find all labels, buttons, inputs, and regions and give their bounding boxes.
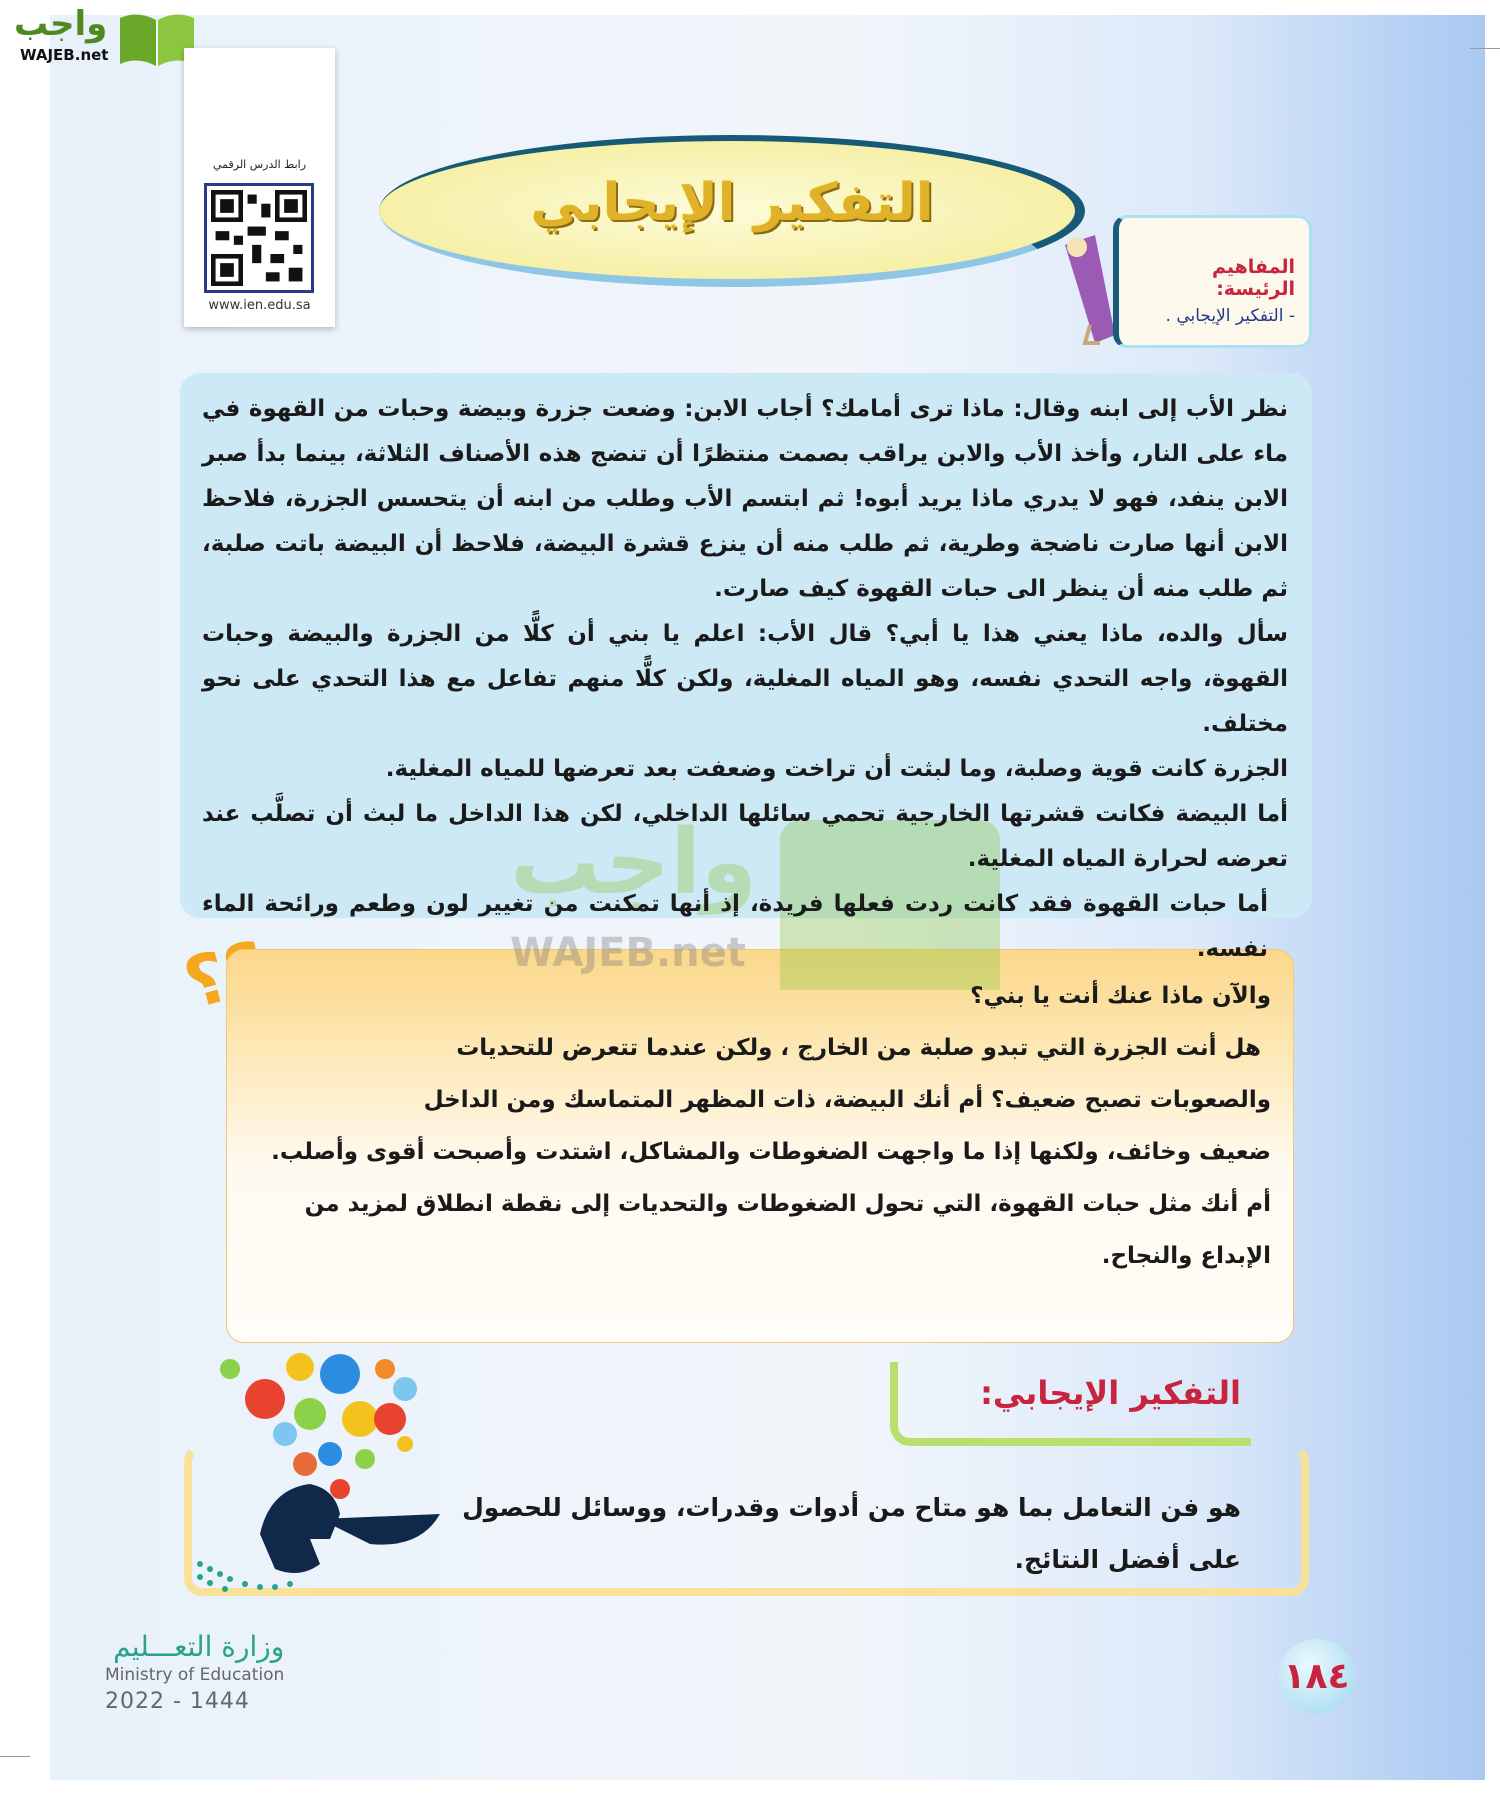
crop-mark xyxy=(0,1756,30,1757)
wajeb-watermark: واجب WAJEB.net xyxy=(500,810,1000,990)
qr-code-icon[interactable] xyxy=(204,183,314,293)
definition-heading: التفكير الإيجابي: xyxy=(890,1362,1251,1446)
reflection-line: هل أنت الجزرة التي تبدو صلبة من الخارج ، ولكن عندما تتعرض للتحديات xyxy=(456,1035,1261,1061)
reflection-line: ضعيف وخائف، ولكنها إذا ما واجهت الضغوطات والمشاكل، اشتدت وأصبحت أقوى وأصلب. xyxy=(271,1139,1271,1165)
wajeb-logo[interactable]: واجب WAJEB.net xyxy=(10,4,190,70)
reflection-box xyxy=(226,949,1294,1343)
story-passage xyxy=(180,373,1312,962)
ministry-of-education-logo: وزارة التعـــليم Ministry of Education 2022 - 1444 xyxy=(105,1630,285,1714)
lesson-title-banner xyxy=(379,135,1085,287)
page-title: التفكير الإيجابي xyxy=(530,173,934,233)
reflection-line: والصعوبات تصبح ضعيف؟ أم أنك البيضة، ذات المظهر المتماسك ومن الداخل xyxy=(423,1087,1271,1113)
definition-box: هو فن التعامل بما هو متاح من أدوات وقدرات، ووسائل للحصول على أفضل النتائج. xyxy=(184,1444,1309,1596)
crop-mark xyxy=(1470,48,1500,49)
page-number: ١٨٤ xyxy=(1278,1639,1355,1714)
paragraph: الجزرة كانت قوية وصلبة، وما لبثت أن تراخت وضعفت بعد تعرضها للمياه المغلية. xyxy=(385,756,1288,782)
paragraph: أما البيضة فكانت قشرتها الخارجية تحمي سائلها الداخلي، لكن هذا الداخل ما لبث أن تصلَّب عند تعرضه لحرارة المياه المغلية. xyxy=(202,801,1288,872)
head-with-smileys-illustration xyxy=(190,1349,470,1609)
reflection-question: والآن ماذا عنك أنت يا بني؟ xyxy=(970,983,1271,1009)
reflection-line: أم أنك مثل حبات القهوة، التي تحول الضغوطات والتحديات إلى نقطة انطلاق لمزيد من xyxy=(304,1191,1271,1217)
paragraph: نظر الأب إلى ابنه وقال: ماذا ترى أمامك؟ أجاب الابن: وضعت جزرة وبيضة وحبات من القهوة في ماء على النار، وأخذ الأب والابن يراقب بصمت منتظرًا أن تنضج هذه الأصناف الثلاثة، بينما بدأ صبر الابن ينفد، فهو لا يدري ماذا يريد أبوه! ثم ابتسم الأب وطلب من ابنه أن يتحسس الجزرة، فلاحظ الابن أنها صارت ناضجة وطرية، ثم طلب منه أن ينزع قشرة البيضة، فلاحظ أن البيضة باتت صلبة، ثم طلب منه أن ينظر الى حبات القهوة كيف صارت. xyxy=(202,396,1288,602)
key-concepts-box: المفاهيم الرئيسة: - التفكير الإيجابي . xyxy=(1113,215,1312,348)
paragraph: أما حبات القهوة فقد كانت ردت فعلها فريدة، إذ أنها تمكنت من تغيير لون وطعم ورائحة الماء نفسه. xyxy=(202,891,1268,962)
digital-lesson-qr-card[interactable]: رابط الدرس الرقمي www.ien.edu.sa xyxy=(184,48,335,327)
reflection-line: الإبداع والنجاح. xyxy=(1101,1243,1271,1269)
paragraph: سأل والده، ماذا يعني هذا يا أبي؟ قال الأب: اعلم يا بني أن كلًّا من الجزرة والبيضة وحبات القهوة، واجه التحدي نفسه، وهو المياه المغلية، ولكن كلًّا منهم تفاعل مع هذا التحدي على نحو مختلف. xyxy=(202,621,1288,737)
